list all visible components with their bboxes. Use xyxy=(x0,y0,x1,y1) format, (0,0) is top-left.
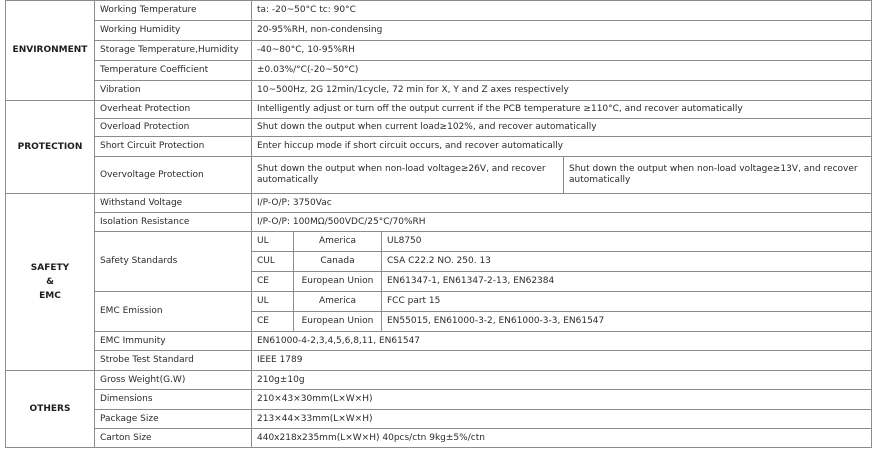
dimensions-value: 210×43×30mm(L×W×H) xyxy=(252,390,872,410)
overvoltage-label: Overvoltage Protection xyxy=(95,157,252,194)
category-environment: ENVIRONMENT xyxy=(6,1,95,101)
table-row xyxy=(6,1,872,21)
safety-standards-label: Safety Standards xyxy=(95,232,252,292)
withstand-value: I/P-O/P: 3750Vac xyxy=(252,194,872,213)
table-row xyxy=(6,137,872,157)
emission-region: European Union xyxy=(294,312,382,332)
carton-size-value: 440x218x235mm(L×W×H) 40pcs/ctn 9kg±5%/ctn xyxy=(252,429,872,448)
table-row xyxy=(6,41,872,61)
safety-standard: CSA C22.2 NO. 250. 13 xyxy=(382,252,872,272)
overload-label: Overload Protection xyxy=(95,119,252,137)
table-row xyxy=(6,157,872,194)
working-temperature-value: ta: -20~50°C tc: 90°C xyxy=(252,1,872,21)
short-circuit-value: Enter hiccup mode if short circuit occurs, and recover automatically xyxy=(252,137,872,157)
gross-weight-label: Gross Weight(G.W) xyxy=(95,371,252,390)
storage-value: -40~80°C, 10-95%RH xyxy=(252,41,872,61)
safety-mark: CE xyxy=(252,272,294,292)
category-safety-emc xyxy=(6,194,95,371)
table-row xyxy=(6,61,872,81)
dimensions-label: Dimensions xyxy=(95,390,252,410)
table-row xyxy=(6,21,872,41)
safety-mark: UL xyxy=(252,232,294,252)
emission-standard: FCC part 15 xyxy=(382,292,872,312)
overvoltage-value-b: Shut down the output when non-load voltage≥13V, and recover automatically xyxy=(564,157,872,194)
emission-region: America xyxy=(294,292,382,312)
table-row xyxy=(6,410,872,429)
safety-region: European Union xyxy=(294,272,382,292)
table-row xyxy=(6,194,872,213)
carton-size-label: Carton Size xyxy=(95,429,252,448)
withstand-label: Withstand Voltage xyxy=(95,194,252,213)
table-row xyxy=(6,429,872,448)
short-circuit-label: Short Circuit Protection xyxy=(95,137,252,157)
strobe-label: Strobe Test Standard xyxy=(95,351,252,371)
table-row xyxy=(6,371,872,390)
category-others: OTHERS xyxy=(6,371,95,448)
emc-emission-label: EMC Emission xyxy=(95,292,252,332)
package-size-label: Package Size xyxy=(95,410,252,429)
emc-immunity-label: EMC Immunity xyxy=(95,332,252,351)
emission-mark: UL xyxy=(252,292,294,312)
working-humidity-label: Working Humidity xyxy=(95,21,252,41)
storage-label: Storage Temperature,Humidity xyxy=(95,41,252,61)
safety-standard: EN61347-1, EN61347-2-13, EN62384 xyxy=(382,272,872,292)
safety-region: America xyxy=(294,232,382,252)
strobe-value: IEEE 1789 xyxy=(252,351,872,371)
table-row xyxy=(6,232,872,252)
temp-coefficient-label: Temperature Coefficient xyxy=(95,61,252,81)
table-row xyxy=(6,213,872,232)
table-row xyxy=(6,292,872,312)
spec-table xyxy=(5,0,872,448)
emc-immunity-value: EN61000-4-2,3,4,5,6,8,11, EN61547 xyxy=(252,332,872,351)
vibration-label: Vibration xyxy=(95,81,252,101)
table-row xyxy=(6,390,872,410)
safety-standard: UL8750 xyxy=(382,232,872,252)
table-row xyxy=(6,119,872,137)
vibration-value: 10~500Hz, 2G 12min/1cycle, 72 min for X, Y and Z axes respectively xyxy=(252,81,872,101)
table-row xyxy=(6,81,872,101)
category-safety-line2: & xyxy=(46,277,54,287)
working-temperature-label: Working Temperature xyxy=(95,1,252,21)
emission-mark: CE xyxy=(252,312,294,332)
isolation-value: I/P-O/P: 100MΩ/500VDC/25°C/70%RH xyxy=(252,213,872,232)
safety-region: Canada xyxy=(294,252,382,272)
isolation-label: Isolation Resistance xyxy=(95,213,252,232)
category-safety-line3: EMC xyxy=(39,291,61,301)
package-size-value: 213×44×33mm(L×W×H) xyxy=(252,410,872,429)
overload-value: Shut down the output when current load≥102%, and recover automatically xyxy=(252,119,872,137)
working-humidity-value: 20-95%RH, non-condensing xyxy=(252,21,872,41)
table-row xyxy=(6,351,872,371)
emission-standard: EN55015, EN61000-3-2, EN61000-3-3, EN61547 xyxy=(382,312,872,332)
temp-coefficient-value: ±0.03%/°C(-20~50°C) xyxy=(252,61,872,81)
gross-weight-value: 210g±10g xyxy=(252,371,872,390)
category-safety-line1: SAFETY xyxy=(30,263,70,273)
safety-mark: CUL xyxy=(252,252,294,272)
category-protection: PROTECTION xyxy=(6,101,95,194)
table-row xyxy=(6,332,872,351)
overvoltage-value-a: Shut down the output when non-load voltage≥26V, and recover automatically xyxy=(252,157,564,194)
overheat-label: Overheat Protection xyxy=(95,101,252,119)
table-row xyxy=(6,101,872,119)
overheat-value: Intelligently adjust or turn off the output current if the PCB temperature ≥110°C, and recover automatically xyxy=(252,101,872,119)
